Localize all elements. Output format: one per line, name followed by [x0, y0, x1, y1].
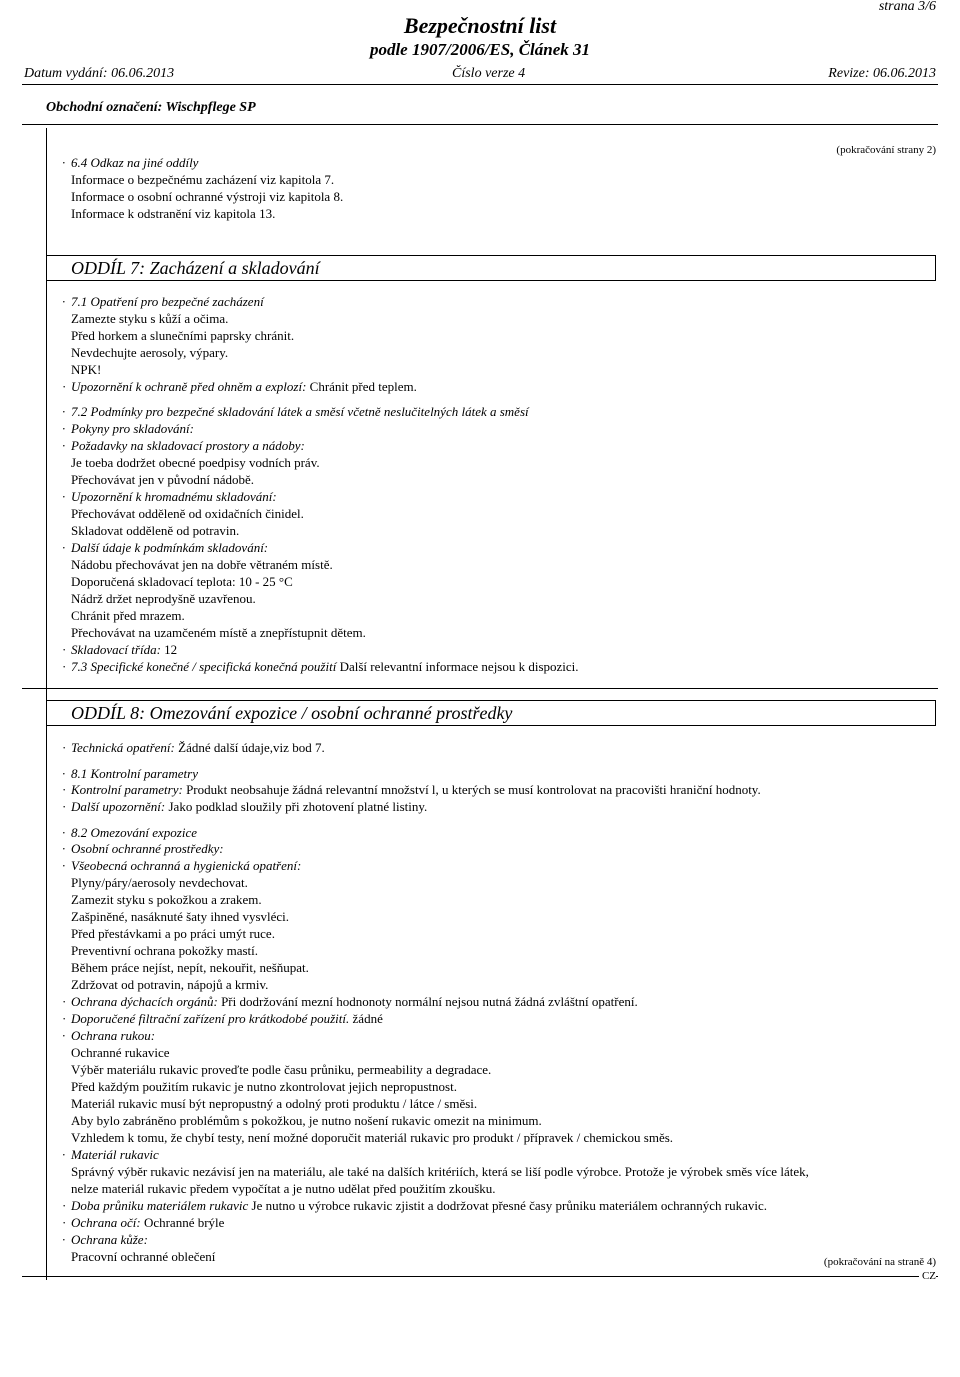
- version-number: Číslo verze 4: [452, 66, 526, 81]
- storage-requirement: Je toeba dodržet obecné poedpisy vodních práv.: [71, 455, 320, 470]
- hand-protection-line: Vzhledem k tomu, že chybí testy, není možné doporučit materiál rukavic pro produkt / přípravek / chemickou směs.: [71, 1130, 674, 1145]
- s7-2-title: · 7.2 Podmínky pro bezpečné skladování látek a směsí včetně neslučitelných látek a směsí: [62, 404, 529, 419]
- s7-1-line: Zamezte styku s kůží a očima.: [71, 311, 229, 326]
- s7-1-line: Před horkem a slunečními paprsky chránit.: [71, 328, 295, 343]
- hygiene-line: Zašpiněné, nasáknuté šaty ihned vysvléci.: [71, 909, 290, 924]
- s7-1-line: NPK!: [71, 362, 102, 377]
- respiratory-protection: · Ochrana dýchacích orgánů: Při dodržování mezní hodnonoty normální nejsou nutná žádná zvláštní opatření.: [62, 994, 638, 1009]
- section-7-header: [46, 255, 936, 281]
- further-storage-label: · Další údaje k podmínkám skladování:: [62, 540, 269, 555]
- trade-name: Obchodní označení: Wischpflege SP: [46, 100, 256, 115]
- filter-device: · Doporučené filtrační zařízení pro krátkodobé použití. žádné: [62, 1011, 383, 1026]
- glove-material-label: · Materiál rukavic: [62, 1147, 159, 1162]
- joint-storage-line: Přechovávat odděleně od oxidačních činidel.: [71, 506, 304, 521]
- hand-protection-line: Výběr materiálu rukavic proveďte podle času průniku, permeability a degradace.: [71, 1062, 492, 1077]
- additional-notes: · Další upozornění: Jako podklad sloužily při zhotovení platné listiny.: [62, 799, 428, 814]
- trade-name-rule: [22, 124, 938, 125]
- s8-2-title: · 8.2 Omezování expozice: [62, 825, 197, 840]
- section-8-title: ODDÍL 8: Omezování expozice / osobní ochranné prostředky: [71, 703, 513, 723]
- continuation-next-page: (pokračování na straně 4): [823, 1256, 936, 1268]
- s8-1-title: · 8.1 Kontrolní parametry: [62, 766, 198, 781]
- header-rule: [22, 84, 938, 85]
- joint-storage-label: · Upozornění k hromadnému skladování:: [62, 489, 277, 504]
- hygiene-label: · Všeobecná ochranná a hygienická opatření:: [62, 858, 302, 873]
- section-8-header: [46, 700, 936, 726]
- hand-protection-label: · Ochrana rukou:: [62, 1028, 156, 1043]
- hygiene-line: Plyny/páry/aerosoly nevdechovat.: [71, 875, 248, 890]
- country-code: CZ: [919, 1270, 936, 1283]
- skin-protection-value: Pracovní ochranné oblečení: [71, 1249, 216, 1264]
- penetration-time: · Doba průniku materiálem rukavic Je nutno u výrobce rukavic zjistit a dodržovat přesné časy průniku materiálem ochranných rukavic.: [62, 1198, 768, 1213]
- hygiene-line: Během práce nejíst, nepít, nekouřit, nešňupat.: [71, 960, 309, 975]
- storage-class: · Skladovací třída: 12: [62, 642, 178, 657]
- further-storage-line: Doporučená skladovací teplota: 10 - 25 °C: [71, 574, 293, 589]
- joint-storage-line: Skladovat odděleně od potravin.: [71, 523, 240, 538]
- further-storage-line: Nádobu přechovávat jen na dobře větraném místě.: [71, 557, 333, 572]
- section-7-title: ODDÍL 7: Zacházení a skladování: [71, 258, 320, 278]
- document-title: Bezpečnostní list: [403, 13, 557, 38]
- hand-protection-line: Aby bylo zabráněno problémům s pokožkou, je nutno nošení rukavic omezit na minimum.: [71, 1113, 542, 1128]
- hand-protection-line: Materiál rukavic musí být nepropustný a odolný proti produktu / látce / směsi.: [71, 1096, 478, 1111]
- glove-material-line: Správný výběr rukavic nezávisí jen na materiálu, ale také na dalších kritériích, která se liší podle výrobce. Protože je výrobek směs více látek,: [71, 1164, 809, 1179]
- eye-protection: · Ochrana očí: Ochranné brýle: [62, 1215, 225, 1230]
- hygiene-line: Před přestávkami a po práci umýt ruce.: [71, 926, 275, 941]
- hygiene-line: Zdržovat od potravin, nápojů a krmiv.: [71, 977, 269, 992]
- s6-4-line: Informace k odstranění viz kapitola 13.: [71, 206, 276, 221]
- s6-4-line: Informace o osobní ochranné výstroji viz kapitola 8.: [71, 189, 344, 204]
- ppe-label: · Osobní ochranné prostředky:: [62, 841, 224, 856]
- s7-3: · 7.3 Specifické konečné / specifická konečná použití Další relevantní informace nejsou k dispozici.: [62, 659, 579, 674]
- s6-4-line: Informace o bezpečnému zacházení viz kapitola 7.: [71, 172, 335, 187]
- footer-rule: [22, 1276, 938, 1277]
- hygiene-line: Zamezit styku s pokožkou a zrakem.: [71, 892, 262, 907]
- technical-measures: · Technická opatření: Žádné další údaje,viz bod 7.: [62, 740, 325, 755]
- s7-1-title: · 7.1 Opatření pro bezpečné zacházení: [62, 294, 264, 309]
- glove-material-line: nelze materiál rukavic předem vypočítat a je nutno udělat před použitím zkoušku.: [71, 1181, 496, 1196]
- revision-date: Revize: 06.06.2013: [828, 66, 936, 81]
- document-subtitle: podle 1907/2006/ES, Článek 31: [369, 40, 591, 59]
- storage-requirement: Přechovávat jen v původní nádobě.: [71, 472, 255, 487]
- further-storage-line: Nádrž držet neprodyšně uzavřenou.: [71, 591, 256, 606]
- hand-protection-line: Ochranné rukavice: [71, 1045, 170, 1060]
- further-storage-line: Přechovávat na uzamčeném místě a znepřístupnit dětem.: [71, 625, 366, 640]
- hand-protection-line: Před každým použitím rukavic je nutno zkontrolovat jejich nepropustnost.: [71, 1079, 457, 1094]
- hygiene-line: Preventivní ochrana pokožky mastí.: [71, 943, 259, 958]
- continuation-from-previous: (pokračování strany 2): [836, 144, 936, 156]
- fire-protection: · Upozornění k ochraně před ohněm a explozí: Chránit před teplem.: [62, 379, 417, 394]
- skin-protection-label: · Ochrana kůže:: [62, 1232, 148, 1247]
- control-parameters: · Kontrolní parametry: Produkt neobsahuje žádná relevantní množství l, u kterých se musí kontrolovat na pracovišti hraniční hodnoty.: [62, 782, 761, 797]
- storage-requirements-label: · Požadavky na skladovací prostory a nádoby:: [62, 438, 305, 453]
- storage-label: · Pokyny pro skladování:: [62, 421, 194, 436]
- further-storage-line: Chránit před mrazem.: [71, 608, 185, 623]
- page-number: strana 3/6: [878, 0, 936, 14]
- s6-4-title: · 6.4 Odkaz na jiné oddíly: [62, 155, 199, 170]
- section-divider: [22, 688, 938, 689]
- issue-date: Datum vydání: 06.06.2013: [24, 66, 175, 81]
- s7-1-line: Nevdechujte aerosoly, výpary.: [71, 345, 229, 360]
